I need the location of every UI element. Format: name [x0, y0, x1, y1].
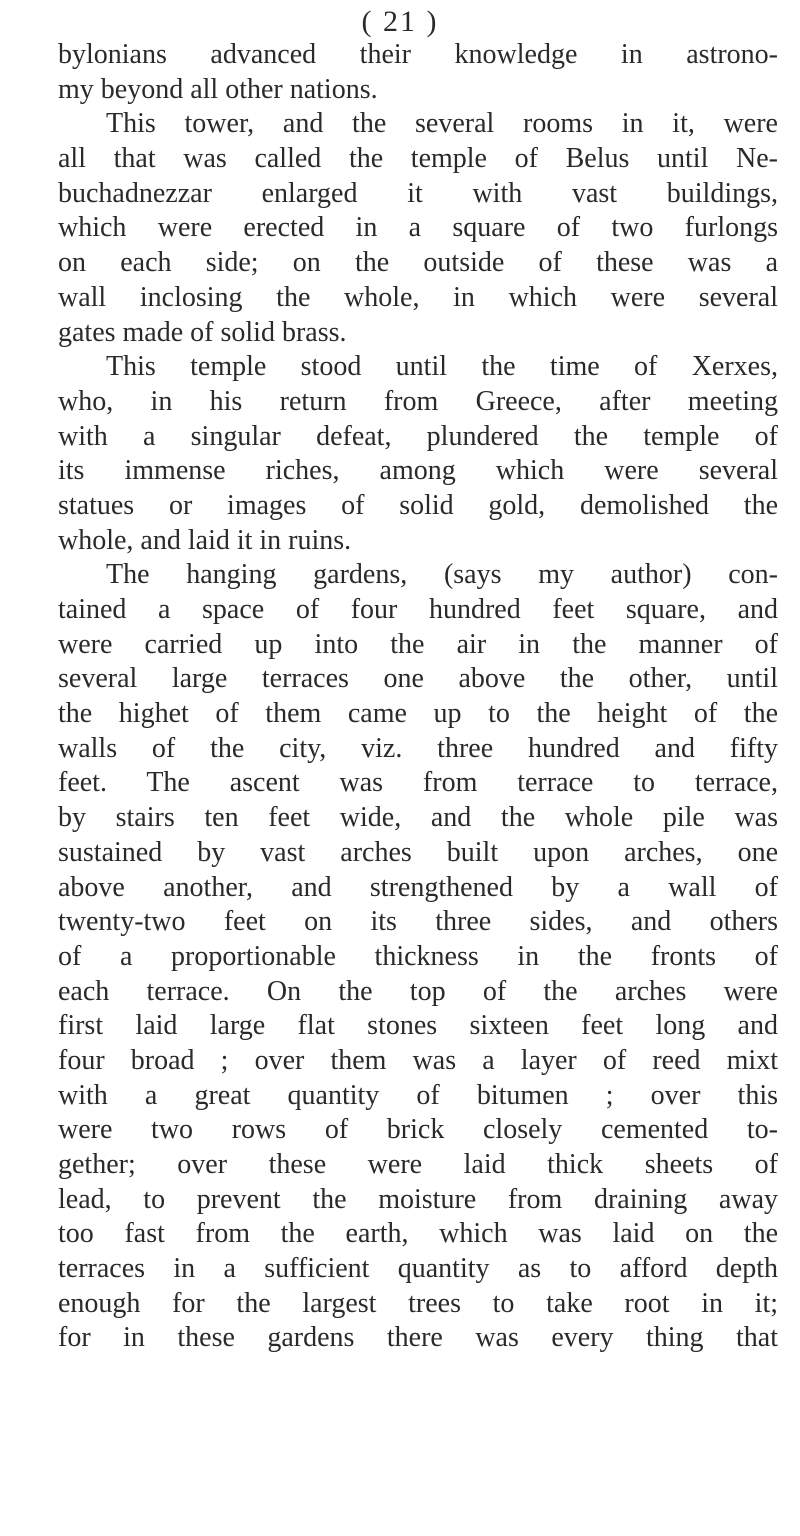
- text-line: four broad ; over them was a layer of reed mixt: [58, 1044, 778, 1076]
- text-line: were two rows of brick closely cemented to-: [58, 1114, 778, 1146]
- text-line: lead, to prevent the moisture from draining away: [58, 1183, 778, 1215]
- text-line: The hanging gardens, (says my author) con-: [106, 559, 778, 591]
- text-line: which were erected in a square of two furlongs: [58, 212, 778, 244]
- text-line: feet. The ascent was from terrace to terrace,: [58, 767, 778, 799]
- text-line: were carried up into the air in the manner of: [58, 628, 778, 660]
- text-line: terraces in a sufficient quantity as to afford depth: [58, 1253, 778, 1285]
- text-line: of a proportionable thickness in the fronts of: [58, 940, 778, 972]
- body-text: [58, 38, 778, 1356]
- text-line: its immense riches, among which were several: [58, 455, 778, 487]
- text-line: with a great quantity of bitumen ; over this: [58, 1079, 778, 1111]
- text-line: on each side; on the outside of these was a: [58, 247, 778, 279]
- text-line: gether; over these were laid thick sheets of: [58, 1149, 778, 1180]
- text-line: too fast from the earth, which was laid on the: [58, 1218, 778, 1250]
- text-line: several large terraces one above the other, until: [58, 663, 778, 695]
- text-line: who, in his return from Greece, after meeting: [58, 385, 778, 417]
- text-line: wall inclosing the whole, in which were several: [58, 281, 778, 313]
- text-line: statues or images of solid gold, demolished the: [58, 489, 778, 521]
- text-line: each terrace. On the top of the arches were: [58, 975, 778, 1007]
- text-line: bylonians advanced their knowledge in astrono-: [58, 39, 778, 70]
- text-line: for in these gardens there was every thing that: [58, 1322, 778, 1354]
- text-line: sustained by vast arches built upon arches, one: [58, 836, 778, 868]
- text-line: with a singular defeat, plundered the temple of: [58, 420, 778, 452]
- text-line: above another, and strengthened by a wall of: [58, 871, 778, 903]
- text-line: whole, and laid it in ruins.: [58, 524, 352, 556]
- text-line: This tower, and the several rooms in it, were: [106, 108, 778, 140]
- text-line: This temple stood until the time of Xerxes,: [106, 351, 778, 383]
- text-line: walls of the city, viz. three hundred and fifty: [58, 732, 778, 764]
- text-line: the highet of them came up to the height of the: [58, 698, 778, 730]
- text-line: tained a space of four hundred feet square, and: [58, 594, 778, 625]
- page-number: ( 21 ): [361, 5, 439, 38]
- text-line: my beyond all other nations.: [58, 73, 378, 105]
- text-line: gates made of solid brass.: [58, 316, 347, 348]
- text-line: by stairs ten feet wide, and the whole pile was: [58, 802, 778, 834]
- text-line: all that was called the temple of Belus until Ne-: [58, 143, 778, 175]
- text-line: twenty-two feet on its three sides, and others: [58, 906, 778, 938]
- text-line: first laid large flat stones sixteen feet long and: [58, 1010, 778, 1042]
- text-line: buchadnezzar enlarged it with vast buildings,: [58, 177, 778, 209]
- text-line: enough for the largest trees to take root in it;: [58, 1287, 778, 1319]
